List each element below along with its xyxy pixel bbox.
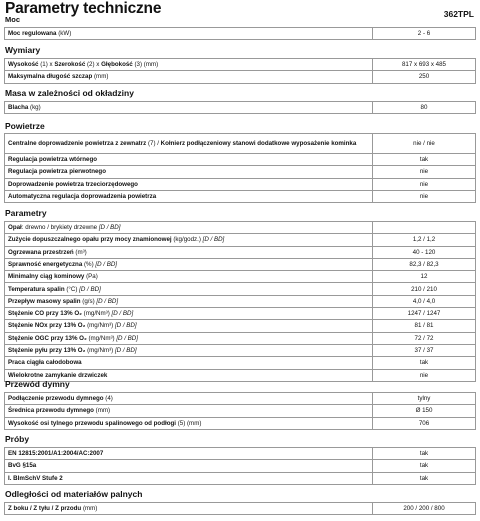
section-heading-powietrze: Powietrze xyxy=(5,121,45,131)
page-title: Parametry techniczne xyxy=(5,0,162,17)
label-part: (kg/godz.) xyxy=(171,236,203,244)
label-part: Stężenie pyłu przy 13% O₂ xyxy=(8,347,86,355)
row-value: tak xyxy=(373,357,476,369)
row-value: 4,0 / 4,0 xyxy=(373,295,476,307)
section-heading-odleglosci: Odległości od materiałów palnych xyxy=(5,489,143,499)
table-row xyxy=(5,178,476,190)
label-part: Maksymalna długość szczap xyxy=(8,73,93,81)
label-part: (1) x xyxy=(38,61,55,69)
table-row xyxy=(5,320,476,332)
row-label xyxy=(5,246,373,258)
row-label xyxy=(5,166,373,178)
label-part: Doprowadzenie powietrza trzeciorzędowego xyxy=(8,180,138,188)
row-value: 37 / 37 xyxy=(373,344,476,356)
table-powietrze xyxy=(4,133,476,203)
row-label xyxy=(5,320,373,332)
table-przewod xyxy=(4,392,476,430)
label-part: (4) xyxy=(103,395,113,403)
table-row xyxy=(5,472,476,484)
label-part: (5) (mm) xyxy=(176,419,202,427)
table-proby xyxy=(4,447,476,485)
table-row xyxy=(5,295,476,307)
row-value: nie xyxy=(373,190,476,202)
row-value: 706 xyxy=(373,417,476,429)
row-label xyxy=(5,154,373,166)
row-label xyxy=(5,283,373,295)
row-value: 250 xyxy=(373,71,476,83)
page-subtitle: Moc xyxy=(5,15,20,24)
table-row xyxy=(5,357,476,369)
label-part: (7) / xyxy=(146,139,161,147)
label-part: [D / BD] xyxy=(114,322,137,330)
table-row xyxy=(5,393,476,405)
label-part: BvG §15a xyxy=(8,462,37,470)
row-label xyxy=(5,71,373,83)
label-part: Minimalny ciąg kominowy xyxy=(8,273,85,281)
table-row xyxy=(5,405,476,417)
row-label xyxy=(5,190,373,202)
table-row xyxy=(5,71,476,83)
row-value: nie xyxy=(373,166,476,178)
row-value: 81 / 81 xyxy=(373,320,476,332)
label-part: (g/s) xyxy=(80,297,97,305)
row-label xyxy=(5,59,373,71)
label-part: Wysokość xyxy=(8,61,39,69)
row-value: tak xyxy=(373,472,476,484)
row-label xyxy=(5,295,373,307)
row-value: tak xyxy=(373,460,476,472)
label-part: [D / BD] xyxy=(79,285,101,293)
table-row xyxy=(5,234,476,246)
table-row xyxy=(5,154,476,166)
label-part: Ogrzewana przestrzeń xyxy=(8,248,74,256)
row-label xyxy=(5,258,373,270)
section-heading-proby: Próby xyxy=(5,434,30,444)
label-part: (mg/Nm³) xyxy=(85,322,115,330)
section-heading-masa: Masa w zależności od okładziny xyxy=(5,88,134,98)
label-part: Temperatura spalin xyxy=(8,285,65,293)
label-part: [D / BD] xyxy=(114,347,137,355)
table-row xyxy=(5,448,476,460)
row-value: tak xyxy=(373,154,476,166)
table-wymiary xyxy=(4,58,476,84)
row-value: nie xyxy=(373,178,476,190)
table-odleglosci xyxy=(4,502,476,515)
label-part: Podłączenie przewodu dymnego xyxy=(8,395,104,403)
row-value: 2 - 6 xyxy=(373,28,476,40)
row-value: 82,3 / 82,3 xyxy=(373,258,476,270)
table-row xyxy=(5,28,476,40)
section-heading-parametry: Parametry xyxy=(5,208,47,218)
table-row xyxy=(5,503,476,515)
row-label xyxy=(5,28,373,40)
table-moc xyxy=(4,27,476,40)
label-part: (mm) xyxy=(92,73,109,81)
label-part: (m³) xyxy=(73,248,87,256)
label-part: Moc regulowana xyxy=(8,30,57,38)
row-label xyxy=(5,472,373,484)
row-value: 210 / 210 xyxy=(373,283,476,295)
label-part: [D / BD] xyxy=(95,260,118,268)
label-part: (2) x xyxy=(85,61,102,69)
label-part: Przepływ masowy spalin xyxy=(8,297,81,305)
row-label xyxy=(5,332,373,344)
label-part: [D / BD] xyxy=(96,297,119,305)
row-label xyxy=(5,271,373,283)
label-part: Centralne doprowadzenie powietrza z zewnatrz xyxy=(8,139,147,147)
row-label xyxy=(5,344,373,356)
table-row xyxy=(5,332,476,344)
label-part: (mm) xyxy=(81,505,98,513)
label-part: Praca ciągła całodobowa xyxy=(8,359,82,367)
table-row xyxy=(5,222,476,234)
section-heading-wymiary: Wymiary xyxy=(5,45,41,55)
table-row xyxy=(5,59,476,71)
label-part: (%) xyxy=(82,260,96,268)
row-value: nie xyxy=(373,369,476,381)
label-part: Blacha xyxy=(8,104,29,112)
label-part: Stężenie OGC przy 13% O₂ xyxy=(8,334,87,342)
row-value: 817 x 693 x 485 xyxy=(373,59,476,71)
label-part: Wielokrotne zamykanie drzwiczek xyxy=(8,371,108,379)
row-label xyxy=(5,178,373,190)
table-row xyxy=(5,102,476,114)
label-part: [D / BD] xyxy=(202,236,225,244)
label-part: [D / BD] xyxy=(98,224,121,232)
row-label xyxy=(5,222,373,234)
table-row xyxy=(5,246,476,258)
row-value: Ø 150 xyxy=(373,405,476,417)
label-part: Opał xyxy=(8,224,22,232)
table-row xyxy=(5,258,476,270)
table-row xyxy=(5,308,476,320)
label-part: Szerokość xyxy=(54,61,86,69)
label-part: (°C) xyxy=(64,285,80,293)
label-part: Średnica przewodu dymnego xyxy=(8,407,94,415)
label-part: (mg/Nm³) xyxy=(85,347,115,355)
table-row xyxy=(5,190,476,202)
row-value: 1,2 / 1,2 xyxy=(373,234,476,246)
row-label xyxy=(5,405,373,417)
table-row xyxy=(5,134,476,154)
model-number: 362TPL xyxy=(443,9,474,19)
table-row xyxy=(5,271,476,283)
row-label xyxy=(5,417,373,429)
label-part: (mm) xyxy=(93,407,111,415)
label-part: Wysokość osi tylnego przewodu spalinowego od podłogi xyxy=(8,419,176,427)
table-row xyxy=(5,460,476,472)
row-value: 12 xyxy=(373,271,476,283)
row-label xyxy=(5,357,373,369)
label-part: Regulacja powietrza wtórnego xyxy=(8,156,98,164)
table-masa xyxy=(4,101,476,114)
row-value: 72 / 72 xyxy=(373,332,476,344)
label-part: Regulacja powietrza pierwotnego xyxy=(8,168,106,176)
label-part: : drewno / brykiety drzewne xyxy=(21,224,99,232)
label-part: Automatyczna regulacja doprowadzenia powietrza xyxy=(8,192,157,200)
label-part: (kW) xyxy=(56,30,72,38)
table-parametry xyxy=(4,221,476,382)
label-part: (kg) xyxy=(28,104,41,112)
row-value: 1247 / 1247 xyxy=(373,308,476,320)
table-row xyxy=(5,166,476,178)
row-label xyxy=(5,460,373,472)
label-part: (mg/Nm³) xyxy=(86,334,117,342)
label-part: Kołnierz podłączeniowy stanowi dodatkowe wyposażenie kominka xyxy=(160,139,357,147)
row-label xyxy=(5,503,373,515)
label-part: Z boku / Z tyłu / Z przodu xyxy=(8,505,82,513)
label-part: EN 12815:2001/A1:2004/AC:2007 xyxy=(8,450,104,458)
table-row xyxy=(5,344,476,356)
label-part: [D / BD] xyxy=(111,310,134,318)
label-part: (mg/Nm³) xyxy=(81,310,112,318)
row-label xyxy=(5,393,373,405)
row-value: nie / nie xyxy=(373,134,476,154)
label-part: Stężenie NOx przy 13% O₂ xyxy=(8,322,86,330)
label-part: (3) (mm) xyxy=(132,61,159,69)
section-heading-przewod: Przewód dymny xyxy=(5,379,70,389)
row-label xyxy=(5,308,373,320)
row-label xyxy=(5,134,373,154)
label-part: Głębokość xyxy=(101,61,133,69)
row-value: 80 xyxy=(373,102,476,114)
table-row xyxy=(5,283,476,295)
label-part: Stężenie CO przy 13% O₂ xyxy=(8,310,82,318)
label-part: I. BImSchV Stufe 2 xyxy=(8,474,63,482)
row-value: 40 - 120 xyxy=(373,246,476,258)
row-label xyxy=(5,234,373,246)
label-part: Zużycie dopuszczalnego opału przy mocy znamionowej xyxy=(8,236,172,244)
row-value: 200 / 200 / 800 xyxy=(373,503,476,515)
label-part: (Pa) xyxy=(84,273,98,281)
row-value: tylny xyxy=(373,393,476,405)
row-label xyxy=(5,448,373,460)
table-row xyxy=(5,369,476,381)
row-value: tak xyxy=(373,448,476,460)
row-label xyxy=(5,102,373,114)
label-part: Sprawność energetyczna xyxy=(8,260,83,268)
label-part: [D / BD] xyxy=(116,334,138,342)
row-value xyxy=(373,222,476,234)
table-row xyxy=(5,417,476,429)
